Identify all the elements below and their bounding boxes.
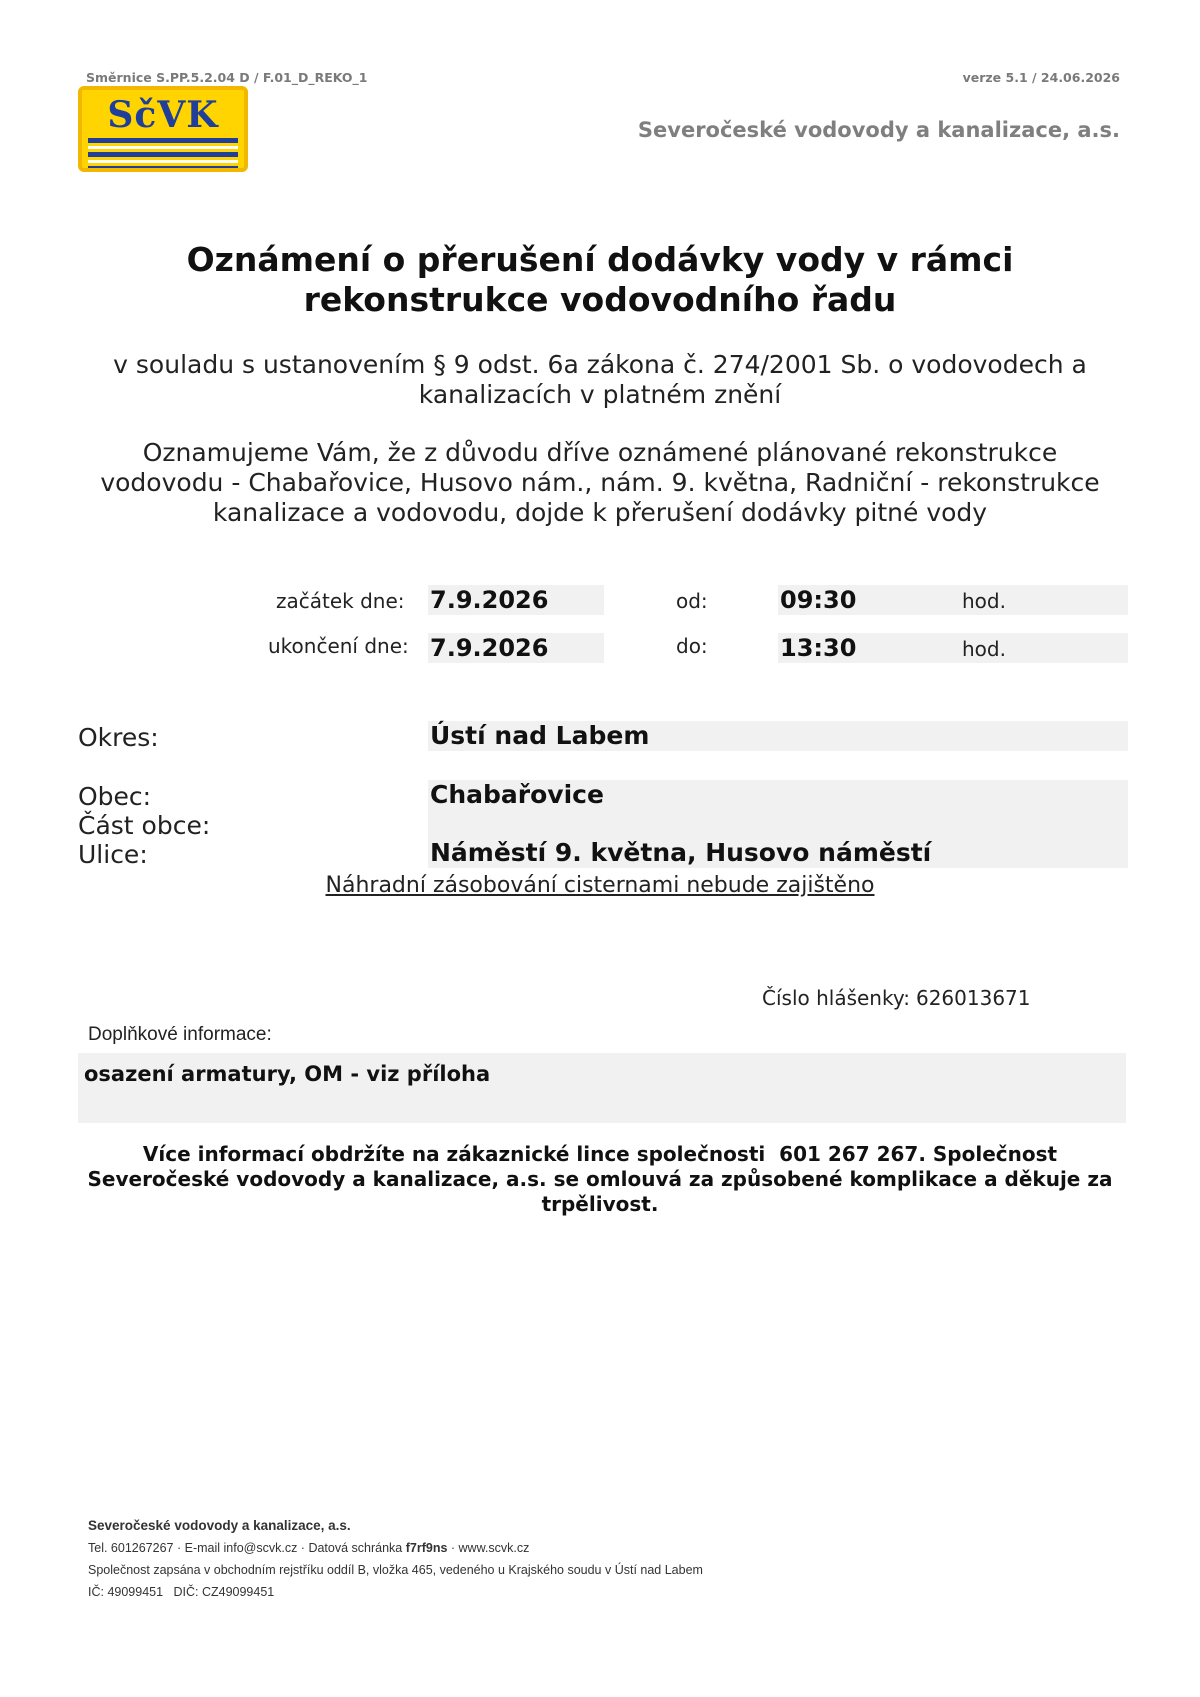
additional-info-label: Doplňkové informace: [88,1024,272,1045]
start-date: 7.9.2026 [430,586,549,614]
closing-line-3: trpělivost. [541,1192,659,1216]
footer-databox: f7rf9ns [405,1541,448,1555]
directive-code: Směrnice S.PP.5.2.04 D / F.01_D_REKO_1 [86,70,368,85]
district-label: Okres: [78,723,159,752]
start-unit: hod. [962,589,1006,613]
footer-web: www.scvk.cz [458,1541,530,1555]
footer-contacts: Tel. 601267267 · E-mail info@scvk.cz · Datová schránka f7rf9ns · www.scvk.cz [88,1541,530,1555]
footer-registry: Společnost zapsána v obchodním rejstříku oddíl B, vložka 465, vedeného u Krajského soudu v Ústí nad Labem [88,1563,703,1577]
logo-stripes [88,138,238,172]
municipality-label: Obec: [78,782,152,811]
legal-line-2: kanalizacích v platném znění [418,380,782,409]
additional-info-text: osazení armatury, OM - viz příloha [84,1062,491,1086]
title-line-1: Oznámení o přerušení dodávky vody v rámci [186,240,1014,279]
announcement-line-3: kanalizace a vodovodu, dojde k přerušení dodávky pitné vody [212,498,988,527]
company-name: Severočeské vodovody a kanalizace, a.s. [637,118,1120,142]
street-label: Ulice: [78,840,148,869]
additional-info-box [78,1053,1126,1123]
announcement-line-2: vodovodu - Chabařovice, Husovo nám., nám. 9. května, Radniční - rekonstrukce [100,468,1100,497]
district-value: Ústí nad Labem [430,721,650,750]
ticket-value: 626013671 [915,986,1031,1010]
end-time-label: do: [676,634,708,658]
municipality-value: Chabařovice [430,780,604,809]
municipality-part-label: Část obce: [78,811,211,840]
end-time: 13:30 [780,634,857,662]
closing-text [80,1142,1120,1217]
footer-ids [88,1585,274,1599]
announcement [0,438,1200,528]
end-unit: hod. [962,637,1006,661]
document-title [0,240,1200,320]
water-tank-note: Náhradní zásobování cisternami nebude zajištěno [325,873,875,898]
start-time-label: od: [676,589,708,613]
title-line-2: rekonstrukce vodovodního řadu [303,280,897,319]
footer-email: E-mail info@scvk.cz [184,1541,298,1555]
ticket-number [762,986,1031,1010]
company-logo [78,86,248,172]
legal-basis [0,350,1200,410]
footer-company: Severočeské vodovody a kanalizace, a.s. [88,1518,351,1533]
ticket-label: Číslo hlášenky: [762,986,910,1010]
closing-line-1: Více informací obdržíte na zákaznické lince společnosti 601 267 267. Společnost [142,1142,1058,1166]
end-date: 7.9.2026 [430,634,549,662]
footer-dic: DIČ: CZ49099451 [173,1585,275,1599]
footer-databox-label: Datová schránka [308,1541,403,1555]
end-label: ukončení dne: [268,634,409,658]
version-info: verze 5.1 / 24.06.2026 [962,70,1120,85]
legal-line-1: v souladu s ustanovením § 9 odst. 6a zákona č. 274/2001 Sb. o vodovodech a [113,350,1087,379]
start-time: 09:30 [780,586,857,614]
announcement-line-1: Oznamujeme Vám, že z důvodu dříve oznámené plánované rekonstrukce [142,438,1058,467]
footer-ico: IČ: 49099451 [88,1585,164,1599]
street-value: Náměstí 9. května, Husovo náměstí [430,838,932,867]
closing-line-2: Severočeské vodovody a kanalizace, a.s. se omlouvá za způsobené komplikace a děkuje za [87,1167,1113,1191]
footer-tel: Tel. 601267267 [88,1541,174,1555]
logo-text: SčVK [107,94,219,136]
start-label: začátek dne: [276,589,405,613]
